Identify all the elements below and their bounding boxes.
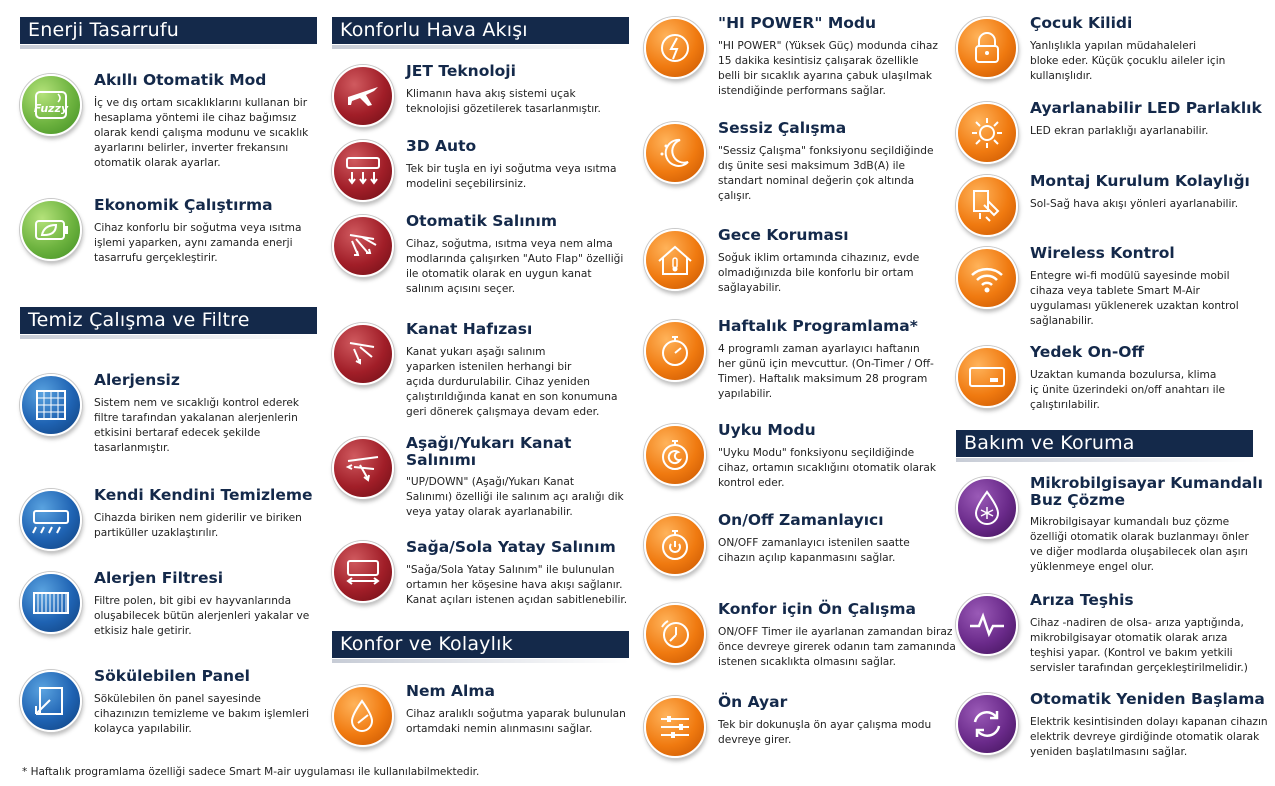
feature-title: Alerjensiz <box>94 371 180 389</box>
feature-title: Sağa/Sola Yatay Salınım <box>406 538 616 556</box>
child-lock-icon <box>956 17 1018 79</box>
power-icon <box>644 17 706 79</box>
feature-title: Arıza Teşhis <box>1030 591 1134 609</box>
feature-desc: İç ve dış ortam sıcaklıklarını kullanan bir hesaplama yöntemi ile cihaz bağımsız olarak kendi çalışma modunu ve sıcaklık ayarlarını belirler, inverter frekansını otomatik olarak ayarlar. <box>94 97 309 169</box>
defrost-drop-icon <box>956 477 1018 539</box>
feature-desc: Yanlışlıkla yapılan müdahaleleri bloke eder. Küçük çocuklu aileler için kullanışlıdır. <box>1030 40 1226 82</box>
house-thermometer-icon <box>644 229 706 291</box>
feature-desc: "UP/DOWN" (Aşağı/Yukarı Kanat Salınımı) özelliği ile salınım açı aralığı dik veya yatay olarak ayarlanabilir. <box>406 476 624 518</box>
feature-desc: Cihaz -nadiren de olsa- arıza yaptığında, mikrobilgisayar otomatik olarak arıza teşhisi yapar. (Kontrol ve bakım yetkili servisler tarafından gerçekleştirilmelidir.) <box>1030 617 1248 674</box>
feature-title: Ayarlanabilir LED Parlaklık <box>1030 99 1262 117</box>
on-off-timer-icon <box>644 514 706 576</box>
left-right-swing-icon <box>332 541 394 603</box>
feature-desc: Uzaktan kumanda bozulursa, klima iç ünite üzerindeki on/off anahtarı ile çalıştırılabilir. <box>1030 369 1226 411</box>
feature-title: Aşağı/Yukarı Kanat Salınımı <box>406 434 572 469</box>
backup-switch-icon <box>956 346 1018 408</box>
feature-title: Sökülebilen Panel <box>94 667 250 685</box>
feature-desc: Sol-Sağ hava akışı yönleri ayarlanabilir. <box>1030 198 1239 210</box>
feature-title: Sessiz Çalışma <box>718 119 847 137</box>
feature-title: Konfor için Ön Çalışma <box>718 600 917 618</box>
section-header-maintenance: Bakım ve Koruma <box>956 430 1253 457</box>
feature-title: Kendi Kendini Temizleme <box>94 486 313 504</box>
removable-panel-icon <box>20 670 82 732</box>
feature-title: Çocuk Kilidi <box>1030 14 1133 32</box>
pre-comfort-icon <box>644 603 706 665</box>
feature-desc: Sökülebilen ön panel sayesinde cihazınızın temizleme ve bakım işlemleri kolayca yapılabilir. <box>94 693 310 735</box>
feature-title: Mikrobilgisayar Kumandalı Buz Çözme <box>1030 474 1263 509</box>
feature-title: Yedek On-Off <box>1030 343 1145 361</box>
fuzzy-label: Fuzzy <box>33 102 69 115</box>
feature-desc: Cihaz, soğutma, ısıtma veya nem alma modlarında çalışırken "Auto Flap" özelliği ile otomatik olarak en uygun kanat salınım açısını seçer. <box>406 238 624 295</box>
feature-desc: "Sağa/Sola Yatay Salınım" ile bulunulan ortamın her köşesine hava akışı sağlanır. Kanat açıları istenen açıdan sabitlenebilir. <box>406 564 628 606</box>
feature-title: Ön Ayar <box>718 693 788 711</box>
sleep-timer-icon <box>644 424 706 486</box>
feature-title: Ekonomik Çalıştırma <box>94 196 273 214</box>
feature-desc: Klimanın hava akış sistemi uçak teknolojisi gözetilerek tasarlanmıştır. <box>406 88 601 115</box>
up-down-swing-icon <box>332 437 394 499</box>
feature-desc: "HI POWER" (Yüksek Güç) modunda cihaz 15 dakika kesintisiz çalışarak özellikle belli bir sıcaklık ayarına çabuk ulaşılmak istendiğinde performans sağlar. <box>718 40 938 97</box>
section-header-comfort-ease: Konfor ve Kolaylık <box>332 631 629 658</box>
feature-desc: "Sessiz Çalışma" fonksiyonu seçildiğinde dış ünite sesi maksimum 3dB(A) ile standart nominal değerin çok altında çalışır. <box>718 145 934 202</box>
filter-icon <box>20 374 82 436</box>
footnote: * Haftalık programlama özelliği sadece Smart M-air uygulaması ile kullanılabilmektedir. <box>22 766 480 778</box>
feature-desc: Soğuk iklim ortamında cihazınız, evde olmadığınızda bile konforlu bir ortam sağlayabilir. <box>718 252 920 294</box>
feature-title: 3D Auto <box>406 137 477 155</box>
allergen-filter-icon <box>20 572 82 634</box>
feature-title: Akıllı Otomatik Mod <box>94 71 267 89</box>
feature-desc: "Uyku Modu" fonksiyonu seçildiğinde cihaz, ortamın sıcaklığını otomatik olarak kontrol eder. <box>718 447 937 489</box>
feature-desc: ON/OFF zamanlayıcı istenilen saatte cihazın açılıp kapanmasını sağlar. <box>718 537 910 564</box>
feature-desc: Filtre polen, bit gibi ev hayvanlarında oluşabilecek bütün alerjenleri yakalar ve etkisiz hale getirir. <box>94 595 310 637</box>
installation-icon <box>956 175 1018 237</box>
weekly-timer-icon <box>644 320 706 382</box>
feature-title: Kanat Hafızası <box>406 320 533 338</box>
feature-desc: Tek bir tuşla en iyi soğutma veya ısıtma modelini seçebilirsiniz. <box>406 163 617 190</box>
feature-title: Gece Koruması <box>718 226 849 244</box>
feature-desc: Kanat yukarı aşağı salınım yaparken istenilen herhangi bir açıda durdurulabilir. Cihaz yeniden çalıştırıldığında kanat en son konumuna geri dönerek çalışmaya devam eder. <box>406 346 618 418</box>
3d-auto-icon <box>332 140 394 202</box>
feature-title: Wireless Kontrol <box>1030 244 1175 262</box>
dehumidify-icon <box>332 685 394 747</box>
quiet-moon-icon <box>644 122 706 184</box>
feature-desc: 4 programlı zaman ayarlayıcı haftanın her günü için mevcuttur. (On-Timer / Off- Timer). Haftalık maksimum 28 program yapılabilir. <box>718 343 934 400</box>
pulse-icon <box>956 594 1018 656</box>
restart-arrows-icon <box>956 693 1018 755</box>
jet-plane-icon <box>332 65 394 127</box>
feature-desc: Cihazda biriken nem giderilir ve biriken partiküller uzaklaştırılır. <box>94 512 302 539</box>
eco-leaf-icon <box>20 199 82 261</box>
feature-desc: LED ekran parlaklığı ayarlanabilir. <box>1030 125 1209 137</box>
self-clean-icon <box>20 489 82 551</box>
led-brightness-icon <box>956 102 1018 164</box>
feature-title: Haftalık Programlama* <box>718 317 918 335</box>
feature-title: Uyku Modu <box>718 421 816 439</box>
feature-desc: Tek bir dokunuşla ön ayar çalışma modu devreye girer. <box>718 719 932 746</box>
auto-swing-icon <box>332 215 394 277</box>
feature-title: Nem Alma <box>406 682 495 700</box>
feature-title: Alerjen Filtresi <box>94 569 224 587</box>
feature-title: Otomatik Salınım <box>406 212 558 230</box>
section-header-energy: Enerji Tasarrufu <box>20 17 317 44</box>
section-header-clean: Temiz Çalışma ve Filtre <box>20 307 317 334</box>
feature-desc: Entegre wi-fi modülü sayesinde mobil cihaza veya tablete Smart M-Air uygulaması yüklenerek uzaktan kontrol sağlanabilir. <box>1030 270 1239 327</box>
feature-desc: Elektrik kesintisinden dolayı kapanan cihazın elektrik devreye girdiğinde otomatik olarak yeniden başlatılmasını sağlar. <box>1030 716 1268 758</box>
section-header-comfort-airflow: Konforlu Hava Akışı <box>332 17 629 44</box>
feature-title: "HI POWER" Modu <box>718 14 877 32</box>
feature-desc: Mikrobilgisayar kumandalı buz çözme özelliği otomatik olarak buzlanmayı önler ve diğer modlarda oluşabilecek olan aşırı yüklenmeye engel olur. <box>1030 516 1249 573</box>
feature-title: Otomatik Yeniden Başlama <box>1030 690 1265 708</box>
preset-sliders-icon <box>644 696 706 758</box>
fuzzy-icon <box>20 74 82 136</box>
feature-desc: Cihaz aralıklı soğutma yaparak bulunulan ortamdaki nemin alınmasını sağlar. <box>406 708 626 735</box>
feature-desc: Cihaz konforlu bir soğutma veya ısıtma işlemi yaparken, aynı zamanda enerji tasarrufu gerçekleştirir. <box>94 222 302 264</box>
flap-memory-icon <box>332 323 394 385</box>
wifi-icon <box>956 247 1018 309</box>
feature-desc: ON/OFF Timer ile ayarlanan zamandan biraz önce devreye girerek odanın tam zamanında istenen sıcaklıkta olmasını sağlar. <box>718 626 956 668</box>
feature-title: Montaj Kurulum Kolaylığı <box>1030 172 1250 190</box>
feature-desc: Sistem nem ve sıcaklığı kontrol ederek filtre tarafından yakalanan alerjenlerin etkisini bertaraf edecek şekilde tasarlanmıştır. <box>94 397 300 454</box>
feature-title: On/Off Zamanlayıcı <box>718 511 884 529</box>
feature-title: JET Teknoloji <box>406 62 516 80</box>
